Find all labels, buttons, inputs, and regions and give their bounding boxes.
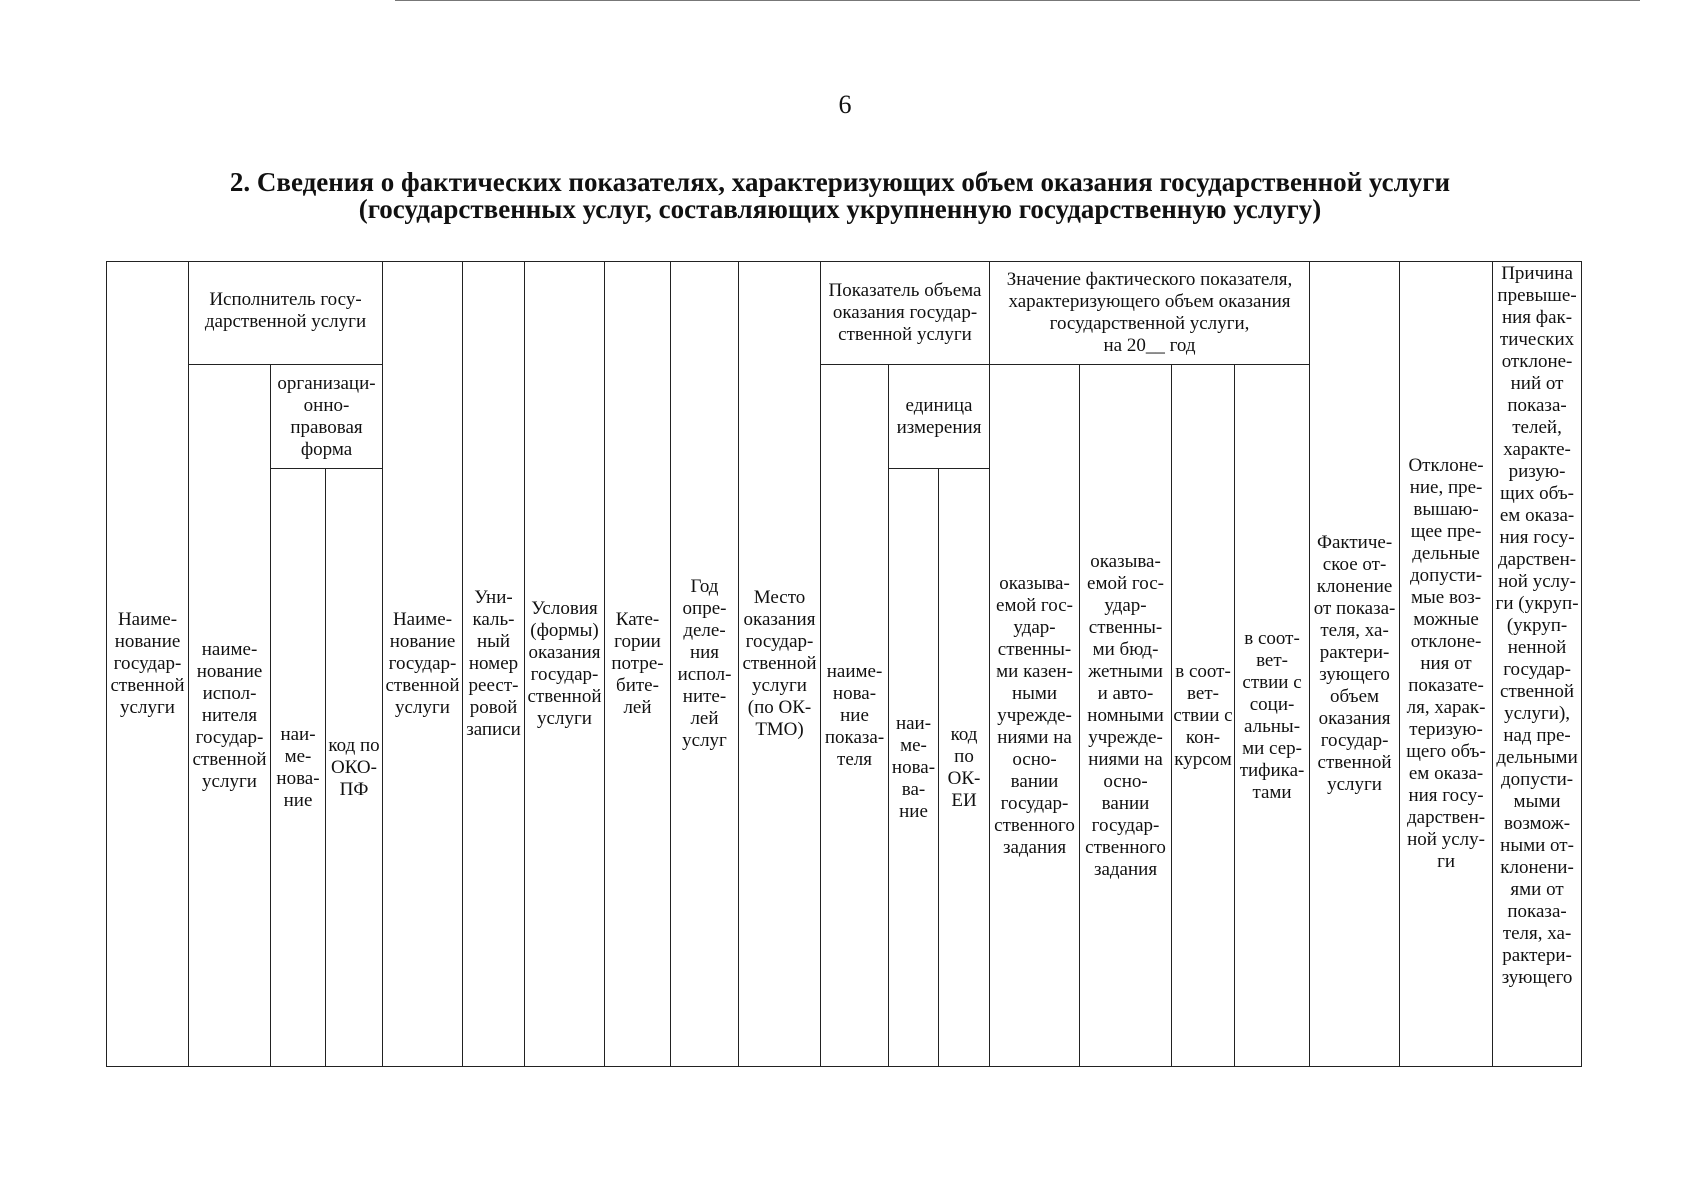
- header-executor: [189, 262, 383, 365]
- actual-indicators-table: [106, 261, 1582, 1067]
- header-legal-form-code: код по ОКО-ПФ: [326, 469, 383, 1067]
- header-executor-year: Год опре-деле-ния испол-ните-лей услуг: [671, 262, 739, 1067]
- header-actual-value: [990, 262, 1310, 365]
- header-unit-name: наи-ме-нова-ва-ние: [889, 469, 939, 1067]
- header-volume-indicator: Показатель объема оказания государ-ственной услуги: [821, 262, 990, 365]
- header-consumer-categories: Кате-гории потре-бите-лей: [605, 262, 671, 1067]
- header-service-place: Место оказания государ-ственной услуги (по ОК-ТМО): [739, 262, 821, 1067]
- header-executor-name: наиме-нование испол-нителя государ-ственной услуги: [189, 365, 271, 1067]
- header-registry-number: Уни-каль-ный номер реест-ровой записи: [463, 262, 525, 1067]
- header-budget-institutions: оказыва-емой гос-удар-ственны-ми бюд-жетными и авто-номными учрежде-ниями на осно-вании государ-ственного задания: [1080, 365, 1172, 1067]
- header-actual-value-text: Значение фактического показателя, характеризующего объем оказания государственной услуги,: [1006, 269, 1293, 334]
- top-border-line: [395, 0, 1640, 1]
- header-legal-form: организаци-онно-правовая форма: [271, 365, 383, 469]
- section-title-line-1: 2. Сведения о фактических показателях, характеризующих объем оказания государственной услуги: [229, 167, 1451, 197]
- header-legal-form-name: наи-ме-нова-ние: [271, 469, 326, 1067]
- header-executor-text: Исполнитель госу-дарственной услуги: [204, 289, 367, 332]
- header-kazennye-institutions: оказыва-емой гос-удар-ственны-ми казен-ными учрежде-ниями на осно-вании государ-ственного задания: [990, 365, 1080, 1067]
- section-title: [140, 169, 1540, 223]
- header-service-name-2: Наиме-нование государ-ственной услуги: [383, 262, 463, 1067]
- section-title-line-2: (государственных услуг, составляющих укрупненную государственную услугу): [358, 194, 1322, 224]
- header-service-name: Наиме-нование государ-ственной услуги: [107, 262, 189, 1067]
- header-indicator-name: наиме-нова-ние показа-теля: [821, 365, 889, 1067]
- header-exceeding-reason: Причина превыше-ния фак-тических отклоне-ний от показа-телей, характе-ризую-щих объ-ем оказа-ния госу-дарствен-ной услу-ги (укруп-(укруп-ненной государ-ственной услуги), над пре-дельными допусти-мыми возмож-ными от-клонени-ями от показа-теля, ха-рактери-зующего: [1493, 262, 1582, 1067]
- header-service-conditions: Условия (формы) оказания государ-ственной услуги: [525, 262, 605, 1067]
- header-actual-year: на 20__ год: [1103, 335, 1196, 356]
- page-number: 6: [838, 90, 852, 119]
- header-unit-code: код по ОК-ЕИ: [939, 469, 990, 1067]
- header-actual-deviation: Фактиче-ское от-клонение от показа-теля, ха-рактери-зующего объем оказания государ-ственной услуги: [1310, 262, 1400, 1067]
- header-contest: в соот-вет-ствии с кон-курсом: [1172, 365, 1235, 1067]
- header-social-certificates: в соот-вет-ствии с соци-альны-ми сер-тифика-тами: [1235, 365, 1310, 1067]
- header-unit: единица измерения: [889, 365, 990, 469]
- header-deviation-exceeding: Отклоне-ние, пре-вышаю-щее пре-дельные допусти-мые воз-можные отклоне-ния от показате-ля, харак-теризую-щего объ-ем оказа-ния госу-дарствен-ной услу-ги: [1400, 262, 1493, 1067]
